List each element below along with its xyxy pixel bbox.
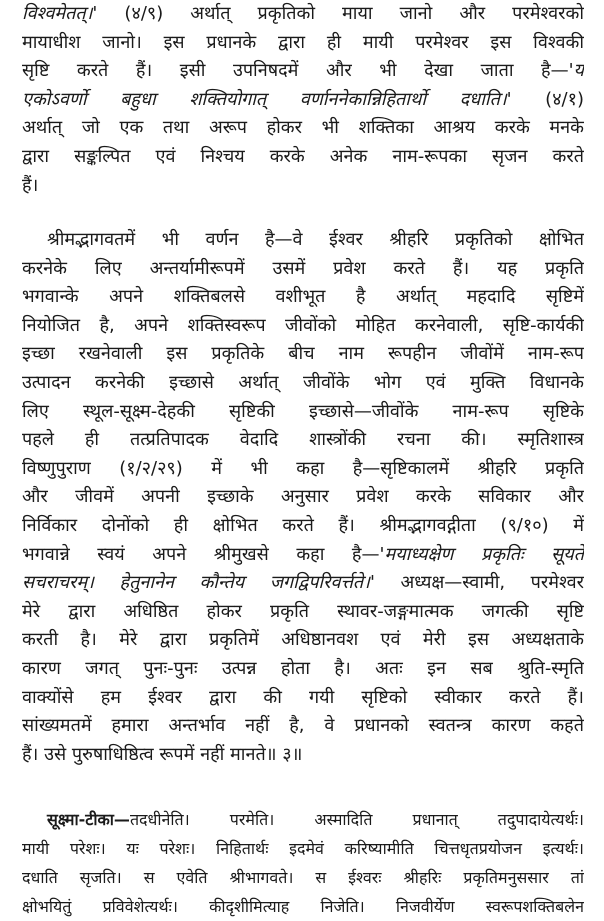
text-segment: (४/१) [511, 88, 584, 110]
text-segment: द्वारा सङ्कल्पित एवं निश्चय करके अनेक नाम-रूपका सृजन करते [22, 145, 584, 167]
text-line [22, 426, 584, 455]
text-line [22, 283, 584, 312]
text-segment: उत्पादन करनेकी इच्छासे अर्थात् जीवोंके भोग एवं मुक्ति विधानके [22, 371, 584, 393]
text-segment: करनेके लिए अन्तर्यामीरूपमें उसमें प्रवेश करते हैं। यह प्रकृति [22, 257, 584, 279]
text-segment: सांख्यमतमें हमारा अन्तर्भाव नहीं है, वे प्रधानको स्वतन्त्र कारण कहते [22, 715, 584, 737]
text-line [22, 684, 584, 713]
text-segment: अर्थात् जो एक तथा अरूप होकर भी शक्तिका आश्रय करके मनके [22, 117, 584, 139]
text-line [22, 541, 584, 570]
italic-quote: विश्वमेतत्।' [22, 3, 98, 24]
text-line [22, 741, 584, 770]
text-line [22, 340, 584, 369]
text-line [22, 863, 584, 892]
text-line [22, 655, 584, 684]
text-segment: इच्छा रखनेवाली इस प्रकृतिके बीच नाम रूपहीन जीवोंमें नाम-रूप [22, 343, 584, 365]
text-line [22, 172, 584, 201]
text-segment: और जीवमें अपनी इच्छाके अनुसार प्रवेश करके सविकार और [22, 486, 584, 508]
text-segment: मेरे द्वारा अधिष्ठित होकर प्रकृति स्थावर-जङ्गमात्मक जगत्की सृष्टि [22, 600, 584, 622]
text-line [22, 569, 584, 598]
text-segment: नियोजित है, अपने शक्तिस्वरूप जीवोंको मोहित करनेवाली, सृष्टि-कार्यकी [22, 314, 584, 336]
text-segment: पहले ही तत्प्रतिपादक वेदादि शास्त्रोंकी रचना की। स्मृतिशास्त्र [22, 429, 584, 451]
paragraph-1 [22, 0, 584, 200]
text-segment: मायाधीश जानो। इस प्रधानके द्वारा ही मायी परमेश्वर इस विश्वकी [22, 31, 584, 53]
text-line [22, 57, 584, 86]
italic-quote: एकोऽवर्णो बहुधा शक्तियोगात् वर्णाननेकान्निहितार्थो दधाति।' [22, 88, 512, 110]
text-segment: अध्यक्ष—स्वामी, परमेश्वर [374, 572, 584, 594]
text-segment: हैं। [22, 174, 39, 196]
text-line [22, 834, 584, 863]
text-segment: दधाति सृजति। स एवेति श्रीभागवते। स ईश्वरः श्रीहरिः प्रकृतिमनुससार तां [22, 868, 584, 887]
text-line [22, 255, 584, 284]
text-line [22, 114, 584, 143]
text-segment: हैं। उसे पुरुषाधिष्ठित्व रूपमें नहीं मानते॥ ३॥ [22, 743, 303, 765]
bold-heading: सूक्ष्मा-टीका— [47, 810, 130, 829]
text-segment: (४/९) अर्थात् प्रकृतिको माया जानो और परमेश्वरको [97, 3, 584, 24]
text-line [22, 712, 584, 741]
text-line [22, 455, 584, 484]
text-segment: श्रीमद्भागवतमें भी वर्णन है—वे ईश्वर श्रीहरि प्रकृतिको क्षोभित [47, 229, 584, 250]
paragraph-2 [22, 226, 584, 769]
text-line [22, 29, 584, 58]
text-segment: सृष्टि करते हैं। इसी उपनिषदमें और भी देखा जाता है— [22, 60, 569, 82]
sukshma-tika-commentary [22, 805, 584, 921]
text-line [22, 312, 584, 341]
text-segment: तदधीनेति। परमेति। अस्मादिति प्रधानात् तदुपादायेत्यर्थः। [129, 810, 584, 829]
italic-quote: 'मयाध्यक्षेण प्रकृतिः सूयते [379, 543, 584, 565]
text-segment: क्षोभयितुं प्रविवेशेत्यर्थः। कीदृशीमित्याह निजेति। निजवीर्येण स्वरूपशक्तिबलेन [22, 897, 584, 916]
text-segment: भगवान्ने स्वयं अपने श्रीमुखसे कहा है— [22, 543, 380, 565]
text-line [22, 226, 584, 255]
text-segment: निर्विकार दोनोंको ही क्षोभित करते हैं। श्रीमद्भागवद्गीता (९/१०) में [22, 514, 584, 536]
text-line [22, 892, 584, 921]
text-line [22, 86, 584, 115]
text-segment: करती है। मेरे द्वारा प्रकृतिमें अधिष्ठानवश एवं मेरी इस अध्यक्षताके [22, 629, 584, 651]
text-line [22, 0, 584, 29]
text-line [22, 483, 584, 512]
text-line [22, 512, 584, 541]
text-line [22, 598, 584, 627]
text-segment: लिए स्थूल-सूक्ष्म-देहकी सृष्टिकी इच्छासे—जीवोंके नाम-रूप सृष्टिके [22, 400, 584, 422]
text-segment: मायी परेशः। यः परेशः। निहितार्थः इदमेवं करिष्यामीति चित्तधृतप्रयोजन इत्यर्थः। [22, 839, 584, 858]
text-segment: कारण जगत् पुनः-पुनः उत्पन्न होता है। अतः इन सब श्रुति-स्मृति [22, 657, 584, 679]
italic-quote: 'य [568, 60, 584, 82]
text-segment: वाक्योंसे हम ईश्वर द्वारा की गयी सृष्टिको स्वीकार करते हैं। [22, 686, 584, 708]
text-line [22, 805, 584, 834]
text-segment: विष्णुपुराण (१/२/२९) में भी कहा है—सृष्टिकालमें श्रीहरि प्रकृति [22, 457, 584, 479]
italic-quote: सचराचरम्। हेतुनानेन कौन्तेय जगद्विपरिवर्त्तते।' [22, 572, 375, 594]
text-line [22, 398, 584, 427]
text-segment: भगवान्के अपने शक्तिबलसे वशीभूत है अर्थात् महदादि सृष्टिमें [22, 286, 584, 308]
text-line [22, 626, 584, 655]
text-line [22, 143, 584, 172]
text-line [22, 369, 584, 398]
